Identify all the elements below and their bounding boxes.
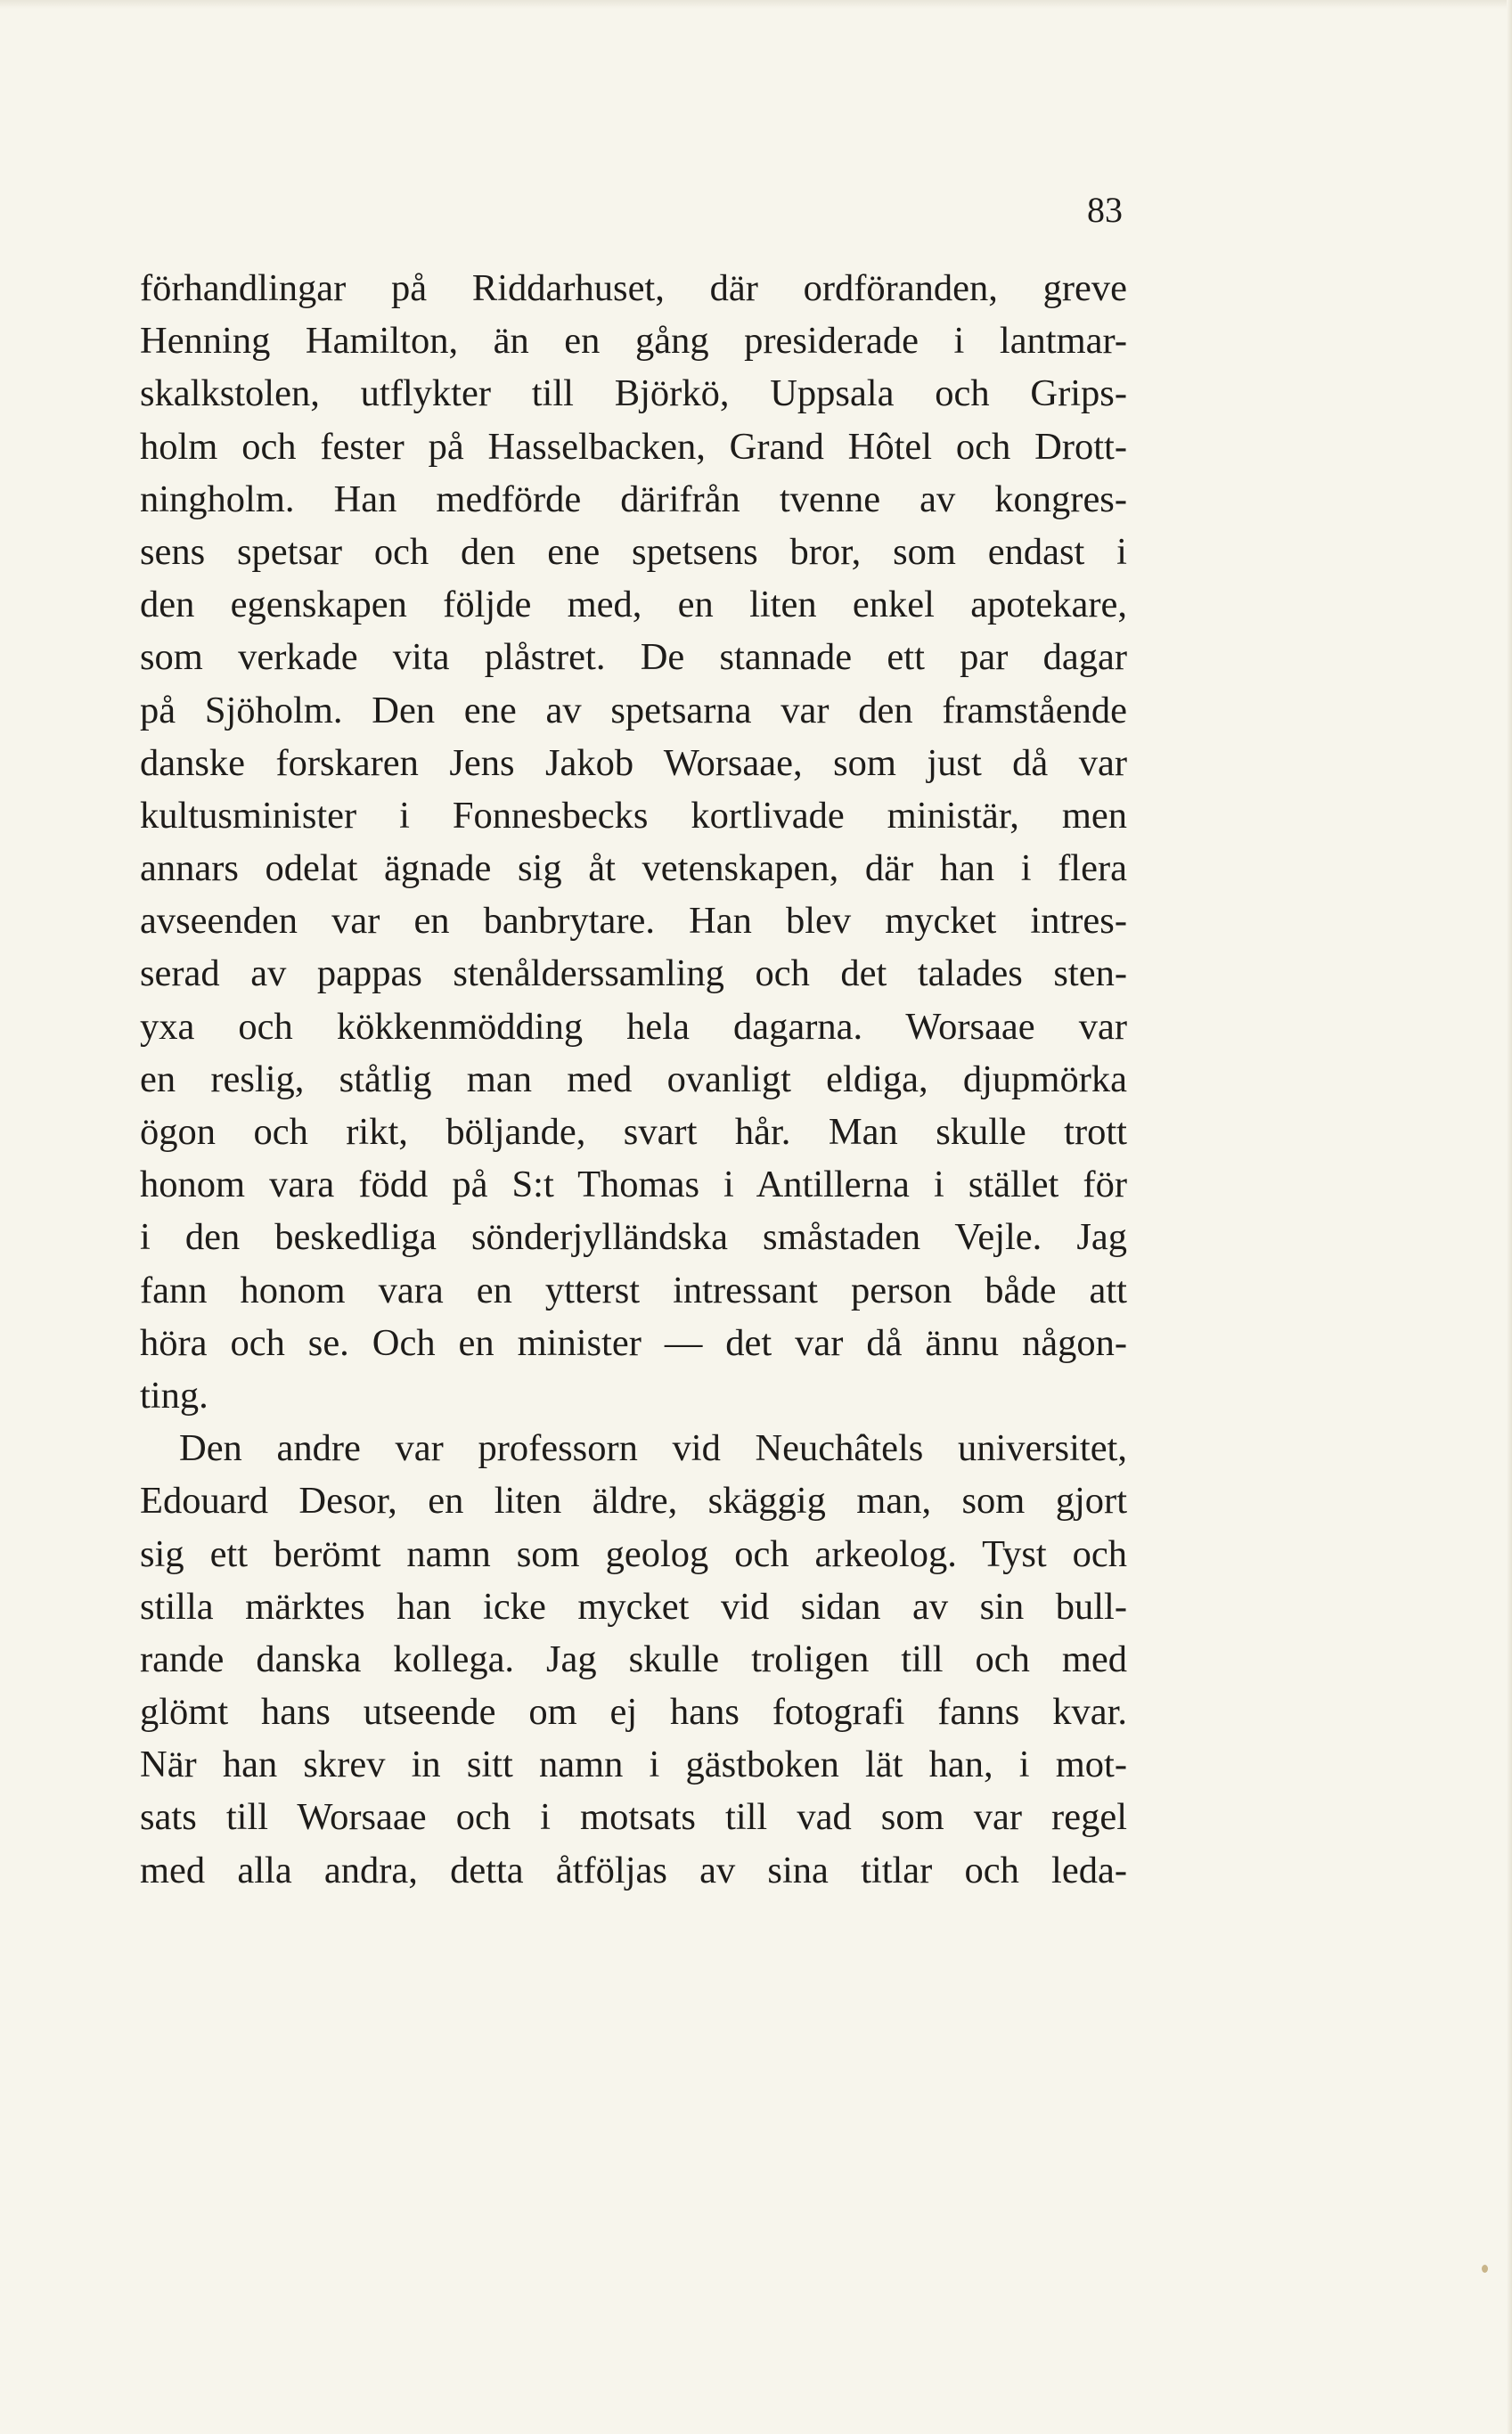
text-line: sats till Worsaae och i motsats till vad som var regel (140, 1796, 1127, 1839)
text-line: med alla andra, detta åtföljas av sina titlar och leda- (140, 1849, 1127, 1891)
text-line: honom vara född på S:t Thomas i Antillerna i stället för (140, 1164, 1127, 1206)
paper-speck (1482, 2265, 1488, 2273)
page-number: 83 (1087, 190, 1123, 230)
text-line: i den beskedliga sönderjylländska småstaden Vejle. Jag (140, 1216, 1127, 1259)
text-line: holm och fester på Hasselbacken, Grand Hôtel och Drott- (140, 425, 1127, 468)
text-line: danske forskaren Jens Jakob Worsaae, som just då var (140, 741, 1127, 784)
text-line: fann honom vara en ytterst intressant person både att (140, 1269, 1127, 1311)
text-line: Edouard Desor, en liten äldre, skäggig man, som gjort (140, 1480, 1127, 1523)
page-right-edge (1507, 0, 1512, 2434)
text-line: den egenskapen följde med, en liten enkel apotekare, (140, 584, 1127, 626)
text-line: glömt hans utseende om ej hans fotografi fanns kvar. (140, 1691, 1127, 1734)
text-line: ting. (140, 1374, 208, 1417)
text-line: stilla märktes han icke mycket vid sidan av sin bull- (140, 1585, 1127, 1628)
text-line: skalkstolen, utflykter till Björkö, Uppsala och Grips- (140, 372, 1127, 415)
text-line: serad av pappas stenålderssamling och det talades sten- (140, 952, 1127, 995)
text-line: yxa och kökkenmödding hela dagarna. Worsaae var (140, 1005, 1127, 1048)
page-top-edge (0, 0, 1512, 9)
text-line: ögon och rikt, böljande, svart hår. Man skulle trott (140, 1111, 1127, 1153)
text-line: ningholm. Han medförde därifrån tvenne av kongres- (140, 478, 1127, 520)
text-line: kultusminister i Fonnesbecks kortlivade ministär, men (140, 794, 1127, 837)
text-line: Henning Hamilton, än en gång presiderade i lantmar- (140, 320, 1127, 363)
text-line: Den andre var professorn vid Neuchâtels universitet, (179, 1427, 1127, 1470)
text-line: en reslig, ståtlig man med ovanligt eldiga, djupmörka (140, 1058, 1127, 1100)
text-line: rande danska kollega. Jag skulle troligen till och med (140, 1638, 1127, 1680)
paragraph-2 (140, 1422, 1127, 1897)
text-line: När han skrev in sitt namn i gästboken lät han, i mot- (140, 1744, 1127, 1786)
text-line: som verkade vita plåstret. De stannade ett par dagar (140, 636, 1127, 679)
text-line: förhandlingar på Riddarhuset, där ordföranden, greve (140, 267, 1127, 309)
text-line: sens spetsar och den ene spetsens bror, som endast i (140, 530, 1127, 573)
text-line: höra och se. Och en minister — det var då ännu någon- (140, 1321, 1127, 1364)
text-line: annars odelat ägnade sig åt vetenskapen, där han i flera (140, 847, 1127, 890)
paragraph-1 (140, 262, 1127, 1422)
text-line: sig ett berömt namn som geolog och arkeolog. Tyst och (140, 1532, 1127, 1575)
text-line: på Sjöholm. Den ene av spetsarna var den framstående (140, 689, 1127, 731)
text-line: avseenden var en banbrytare. Han blev mycket intres- (140, 900, 1127, 943)
body-text (140, 262, 1127, 1897)
